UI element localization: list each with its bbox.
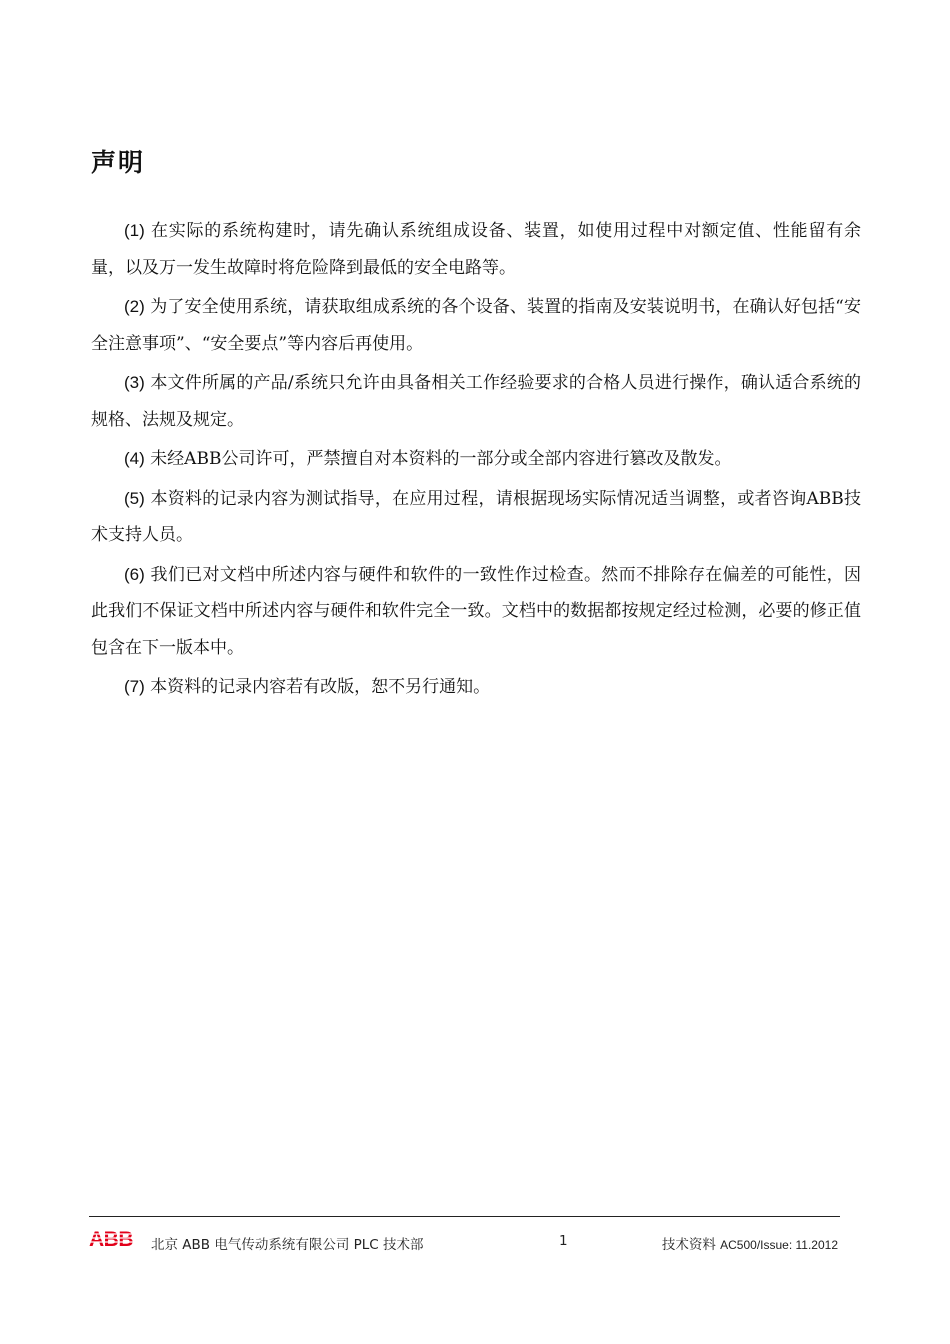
paragraph-text: 为了安全使用系统，请获取组成系统的各个设备、装置的指南及安装说明书，在确认好包括“安全注意事项”、“安全要点”等内容后再使用。 [91,297,861,354]
statement-paragraph-6 [91,557,861,667]
statement-paragraph-4 [91,441,861,478]
paragraph-number: (5) [124,488,145,508]
statement-paragraph-5 [91,481,861,554]
paragraph-text: 在实际的系统构建时，请先确认系统组成设备、装置，如使用过程中对额定值、性能留有余量，以及万一发生故障时将危险降到最低的安全电路等。 [91,221,861,278]
paragraph-number: (1) [124,221,145,240]
footer-document-id [662,1233,838,1253]
paragraph-text: 我们已对文档中所述内容与硬件和软件的一致性作过检查。然而不排除存在偏差的可能性，因此我们不保证文档中所述内容与硬件和软件完全一致。文档中的数据都按规定经过检测，必要的修正值包含在下一版本中。 [91,564,861,658]
paragraph-number: (3) [124,373,145,392]
paragraph-text: 本文件所属的产品/系统只允许由具备相关工作经验要求的合格人员进行操作，确认适合系统的规格、法规及规定。 [91,373,861,430]
doc-label: 技术资料 [661,1237,716,1253]
paragraph-number: (4) [124,449,145,468]
doc-issue: AC500/Issue: 11.2012 [720,1238,838,1252]
statement-paragraph-1 [91,213,861,286]
paragraph-text: 未经ABB公司许可，严禁擅自对本资料的一部分或全部内容进行篡改及散发。 [144,449,732,469]
paragraph-text: 本资料的记录内容为测试指导，在应用过程，请根据现场实际情况适当调整，或者咨询ABB技术支持人员。 [91,488,861,545]
statement-paragraph-3 [91,365,861,438]
paragraph-text: 本资料的记录内容若有改版，恕不另行通知。 [144,677,491,697]
page-title: 声明 [91,148,146,177]
statement-paragraph-7 [91,669,861,706]
footer-company-name: 北京 ABB 电气传动系统有限公司 PLC 技术部 [151,1237,424,1253]
paragraph-number: (2) [124,297,145,316]
abb-logo-text: ABB [89,1228,133,1250]
page-number: 1 [559,1233,568,1249]
paragraph-number: (6) [124,564,145,584]
footer-divider [89,1216,840,1217]
page-footer [89,1228,840,1258]
paragraph-number: (7) [124,677,145,696]
statement-paragraph-2 [91,289,861,362]
abb-logo [89,1228,139,1250]
statement-body [91,213,861,709]
